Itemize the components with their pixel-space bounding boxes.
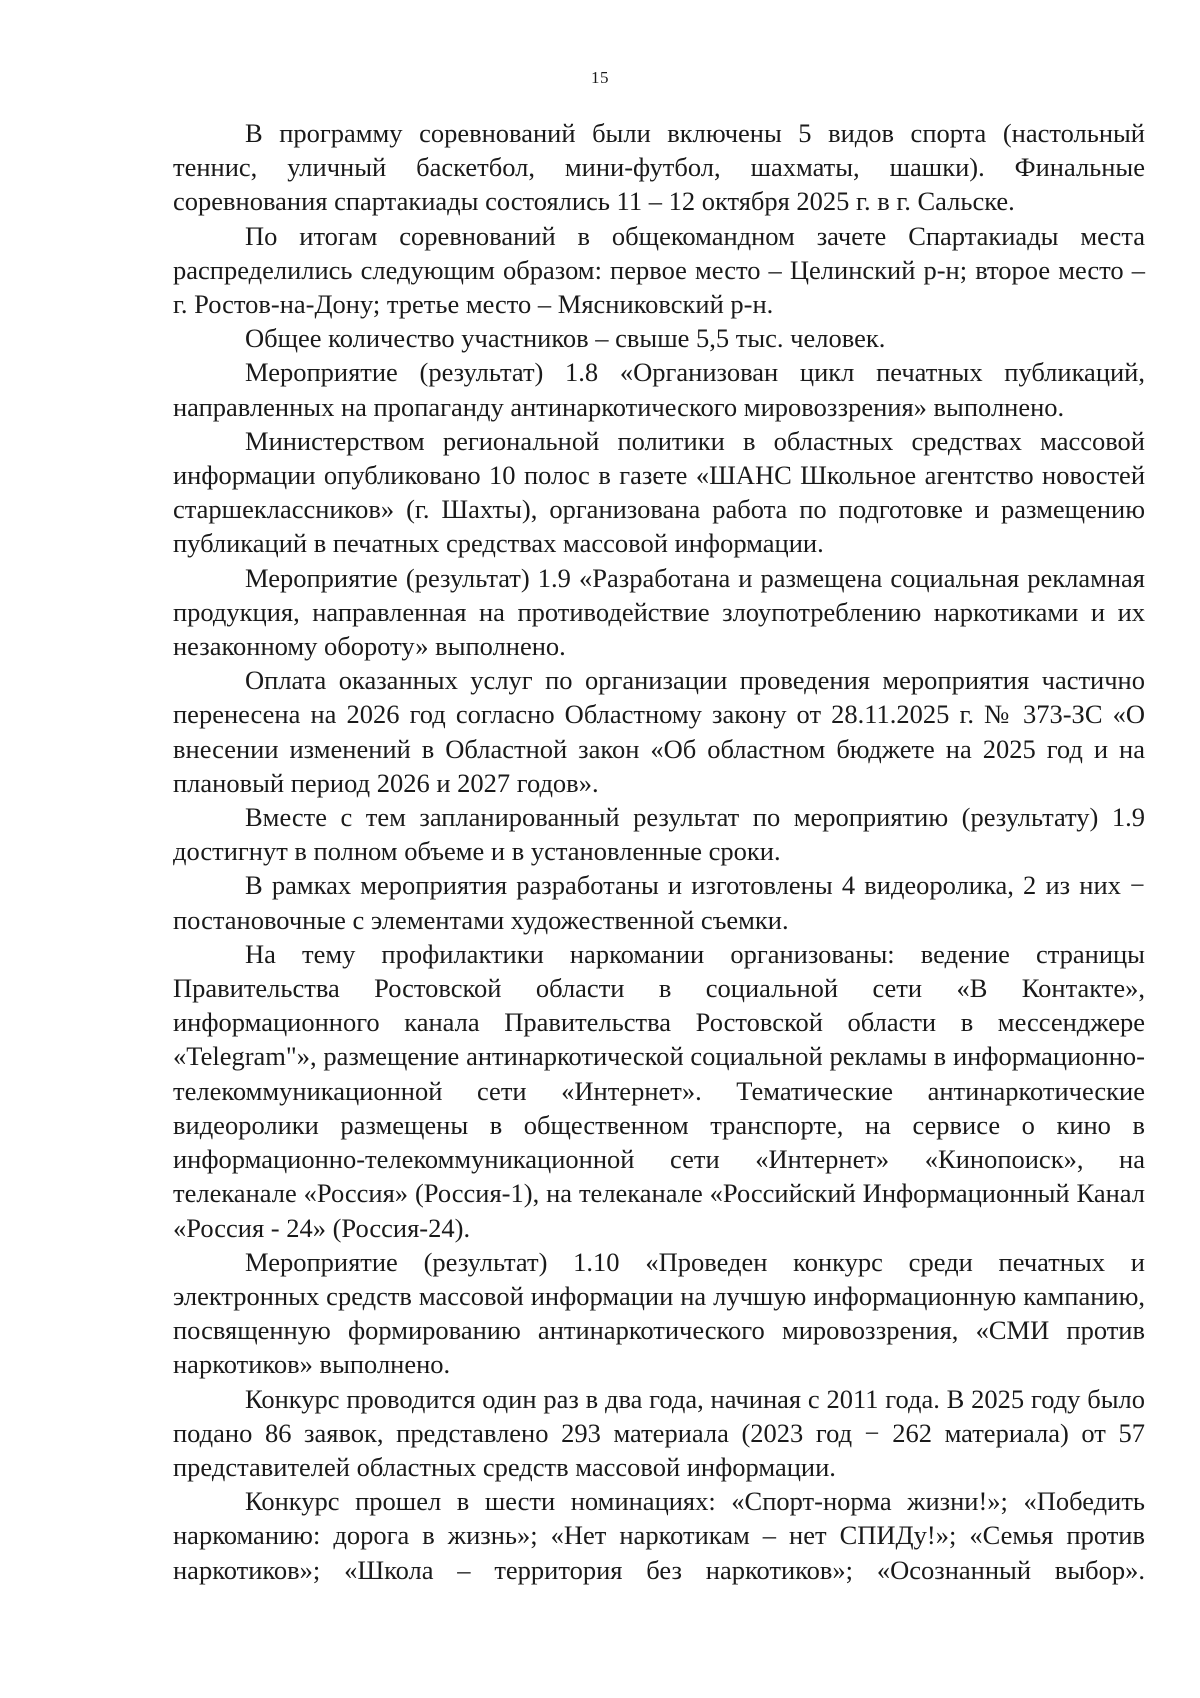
paragraph-measure-1-9: Мероприятие (результат) 1.9 «Разработана и размещена социальная рекламная продукция, направленная на противодействие злоупотреблению наркотиками и их незаконному обороту» выполнено. [173, 562, 1145, 662]
paragraph-nominations: Конкурс прошел в шести номинациях: «Спорт-норма жизни!»; «Победить наркоманию: дорога в жизнь»; «Нет наркотикам – нет СПИДу!»; «Семья против наркотиков»; «Школа – территория без наркотиков»; «Осознанный выбор». [173, 1486, 1145, 1585]
paragraph-prevention: На тему профилактики наркомании организованы: ведение страницы Правительства Ростовской области в социальной сети «В Контакте», информационного канала Правительства Ростовской области в мессенджере «Telegram"», размещение антинаркотической социальной рекламы в информационно-телекоммуникационной сети «Интернет». Тематические антинаркотические видеоролики размещены в общественном транспорте, на сервисе о кино в информационно-телекоммуникационной сети «Интернет» «Кинопоиск», на телеканале «Россия» (Россия-1), на телеканале «Российский Информационный Канал «Россия - 24» (Россия-24). [173, 938, 1145, 1243]
paragraph-measure-1-8: Мероприятие (результат) 1.8 «Организован цикл печатных публикаций, направленных на пропаганду антинаркотического мировоззрения» выполнено. [173, 357, 1145, 422]
paragraph-payment: Оплата оказанных услуг по организации проведения мероприятия частично перенесена на 2026 год согласно Областному закону от 28.11.2025 г. № 373-ЗС «О внесении изменений в Областной закон «Об областном бюджете на 2025 год и на плановый период 2026 и 2027 годов». [173, 665, 1145, 798]
paragraph-videos: В рамках мероприятия разработаны и изготовлены 4 видеоролика, 2 из них − постановочные с элементами художественной съемки. [173, 870, 1145, 935]
paragraph-ministry-publications: Министерством региональной политики в областных средствах массовой информации опубликовано 10 полос в газете «ШАНС Школьное агентство новостей старшеклассников» (г. Шахты), организована работа по подготовке и размещению публикаций в печатных средствах массовой информации. [173, 425, 1145, 559]
paragraph-sports-program: В программу соревнований были включены 5 видов спорта (настольный теннис, уличный баскетбол, мини-футбол, шахматы, шашки). Финальные соревнования спартакиады состоялись 11 – 12 октября 2025 г. в г. Сальске. [173, 118, 1145, 217]
paragraph-measure-1-10: Мероприятие (результат) 1.10 «Проведен конкурс среди печатных и электронных средств массовой информации на лучшую информационную кампанию, посвященную формированию антинаркотического мировоззрения, «СМИ против наркотиков» выполнено. [173, 1246, 1145, 1380]
paragraph-results: По итогам соревнований в общекомандном зачете Спартакиады места распределились следующим образом: первое место – Целинский р-н; второе место – г. Ростов-на-Дону; третье место – Мясниковский р-н. [173, 220, 1145, 320]
page-number: 15 [591, 68, 609, 87]
paragraph-contest-stats: Конкурс проводится один раз в два года, начиная с 2011 года. В 2025 году было подано 86 заявок, представлено 293 материала (2023 год − 262 материала) от 57 представителей областных средств массовой информации. [173, 1383, 1145, 1482]
document-body [173, 116, 1145, 1587]
paragraph-participants: Общее количество участников – свыше 5,5 тыс. человек. [245, 323, 886, 354]
paragraph-result-achieved: Вместе с тем запланированный результат по мероприятию (результату) 1.9 достигнут в полном объеме и в установленные сроки. [173, 802, 1145, 867]
